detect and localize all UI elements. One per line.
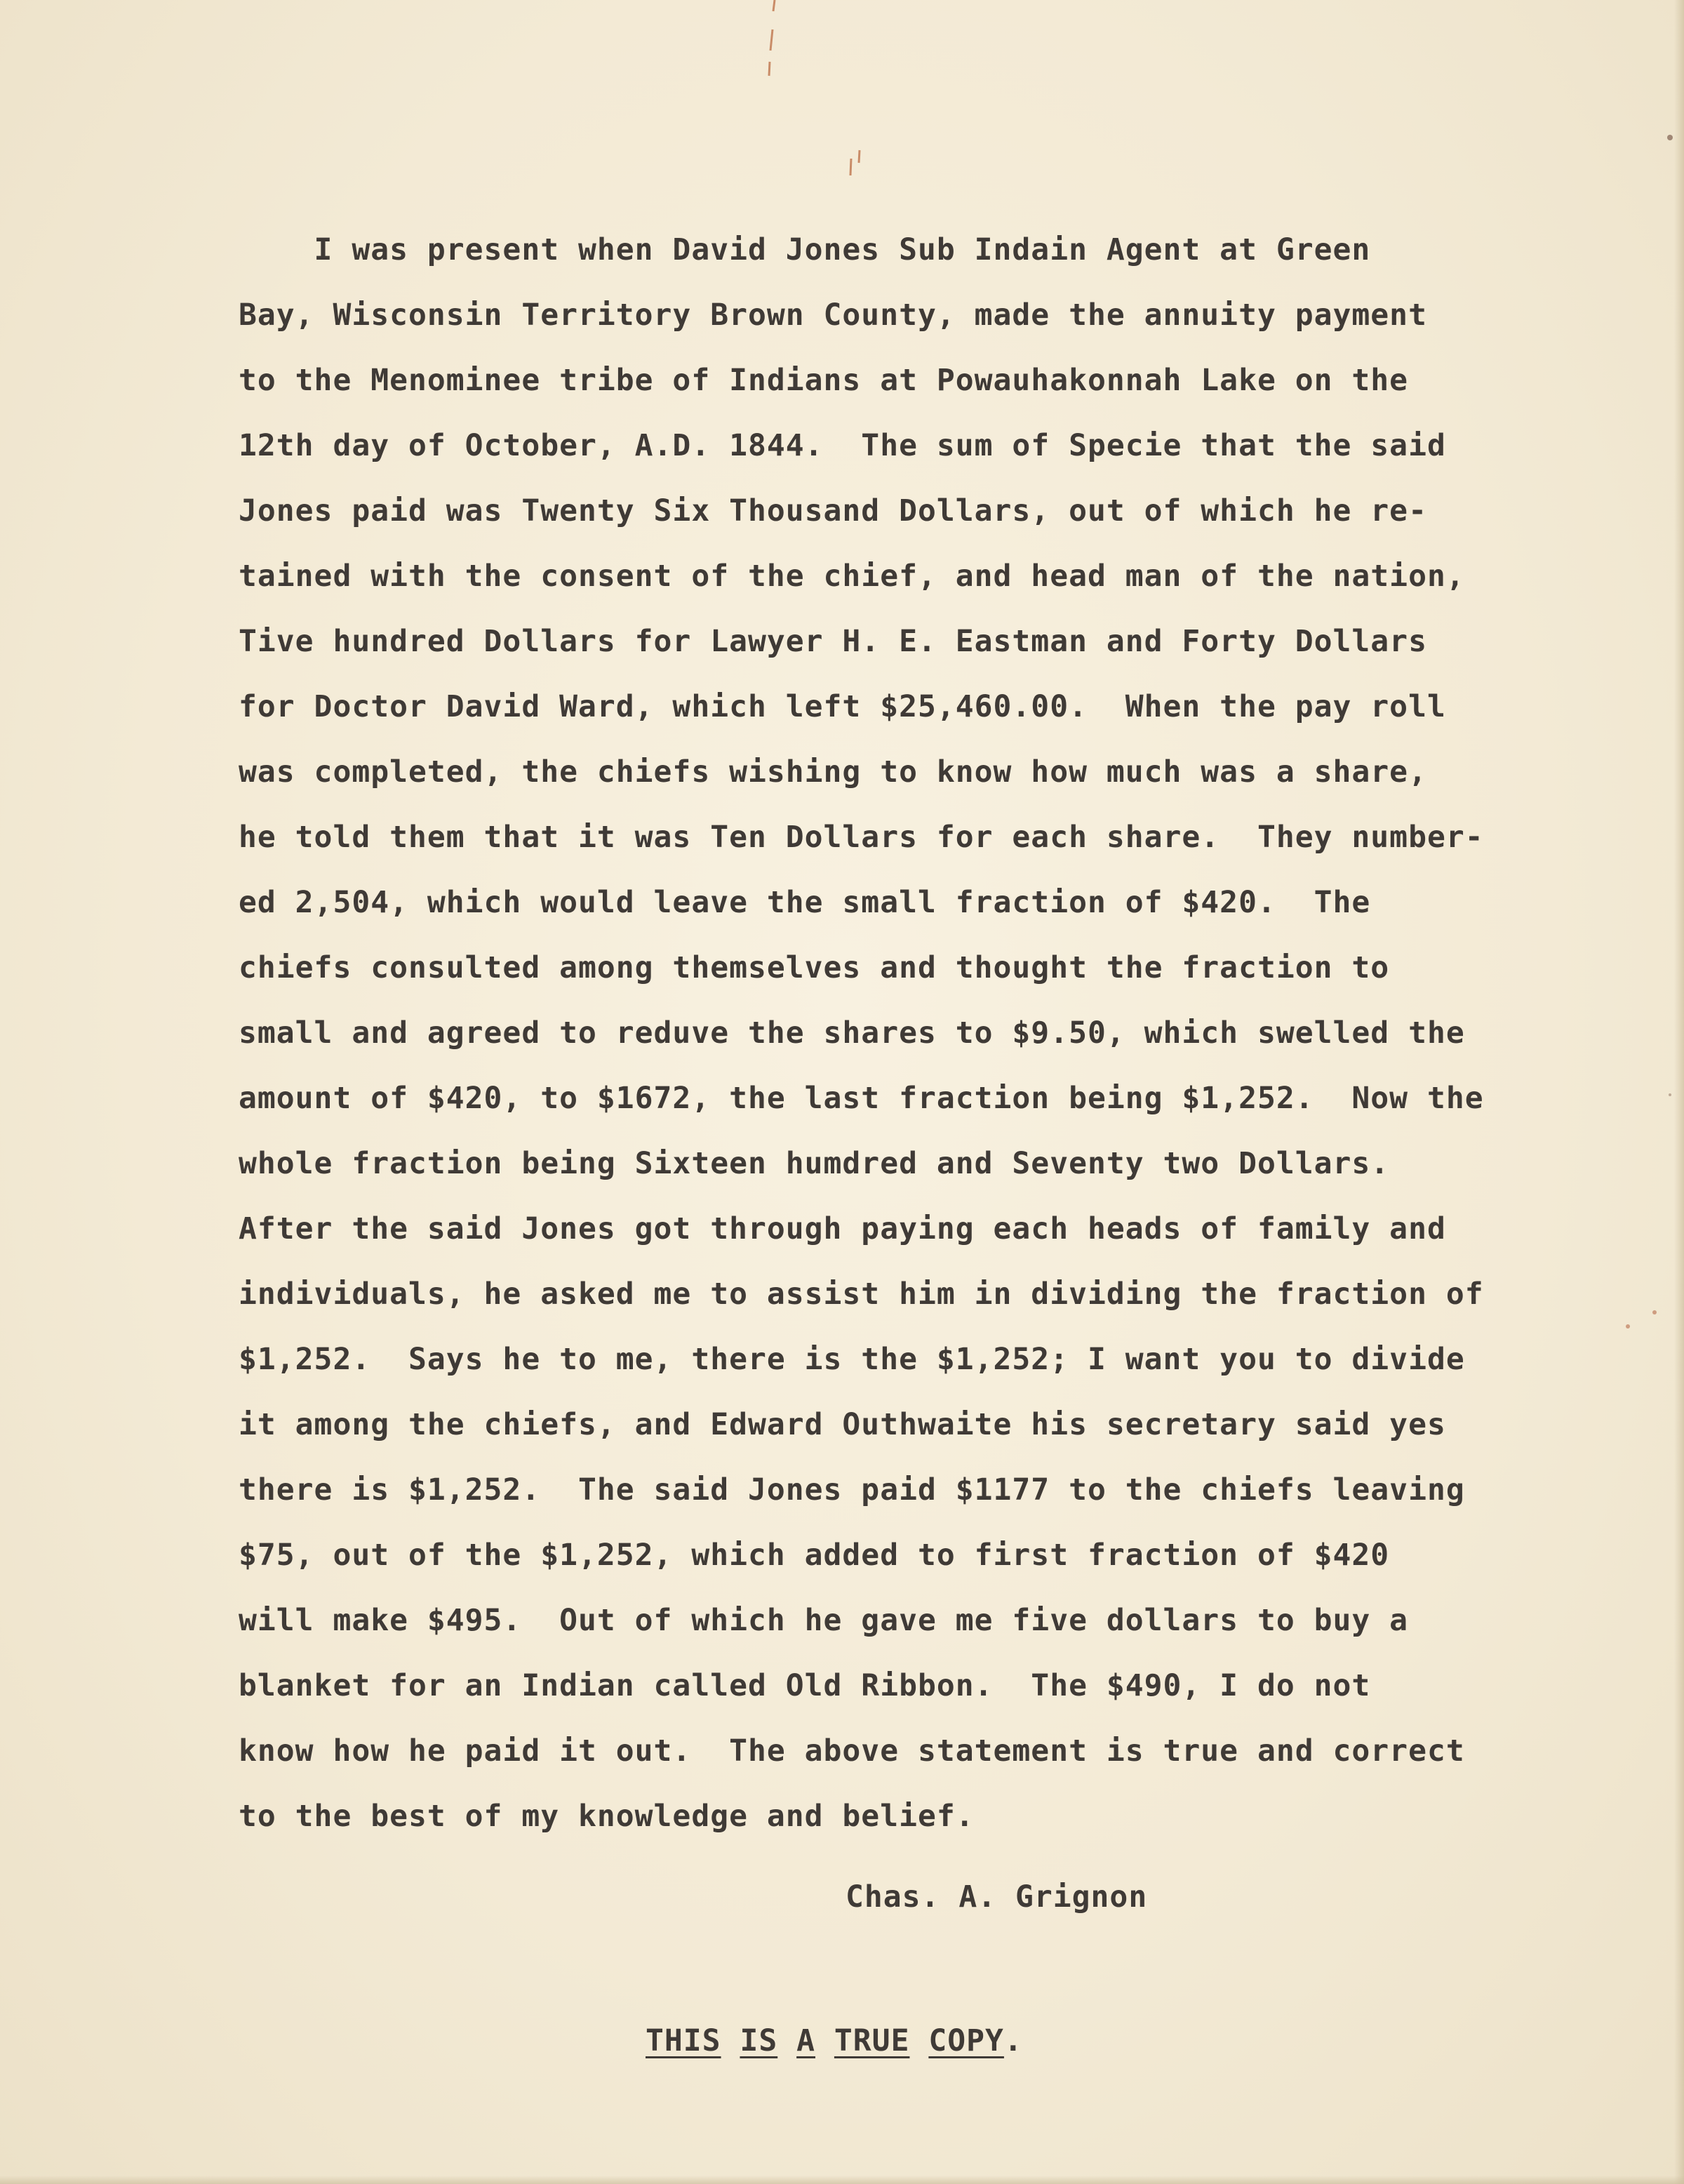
statement-line: blanket for an Indian called Old Ribbon. The $490, I do not (239, 1668, 1371, 1703)
statement-line: for Doctor David Ward, which left $25,460.00. When the pay roll (239, 689, 1446, 724)
ink-speck (1626, 1324, 1630, 1329)
statement-line: tained with the consent of the chief, and head man of the nation, (239, 559, 1465, 594)
certification-word: TRUE (834, 2023, 910, 2058)
ink-speck (1667, 135, 1673, 140)
certification-period: . (1003, 2023, 1023, 2058)
statement-line: was completed, the chiefs wishing to know how much was a share, (239, 754, 1427, 790)
statement-line: 12th day of October, A.D. 1844. The sum of Specie that the said (239, 428, 1446, 463)
statement-body (239, 218, 1586, 1849)
certification-word: THIS (646, 2023, 721, 2058)
statement-line: Bay, Wisconsin Territory Brown County, made the annuity payment (239, 298, 1427, 333)
statement-line: to the Menominee tribe of Indians at Powauhakonnah Lake on the (239, 363, 1409, 398)
true-copy-certification (646, 2023, 1023, 2058)
statement-line: small and agreed to reduve the shares to $9.50, which swelled the (239, 1016, 1465, 1051)
statement-line: it among the chiefs, and Edward Outhwaite his secretary said yes (239, 1407, 1446, 1442)
statement-line: to the best of my knowledge and belief. (239, 1799, 975, 1834)
statement-line: Jones paid was Twenty Six Thousand Dollars, out of which he re- (239, 493, 1427, 528)
statement-line: will make $495. Out of which he gave me five dollars to buy a (239, 1603, 1409, 1638)
statement-line: amount of $420, to $1672, the last fraction being $1,252. Now the (239, 1081, 1484, 1116)
signature-line: Chas. A. Grignon (846, 1879, 1148, 1915)
statement-line: $1,252. Says he to me, there is the $1,252; I want you to divide (239, 1342, 1465, 1377)
statement-line: Tive hundred Dollars for Lawyer H. E. Eastman and Forty Dollars (239, 624, 1427, 659)
ink-specks-top (769, 0, 860, 175)
statement-line: there is $1,252. The said Jones paid $1177 to the chiefs leaving (239, 1472, 1465, 1507)
statement-line: ed 2,504, which would leave the small fraction of $420. The (239, 885, 1371, 920)
certification-word: IS (740, 2023, 778, 2058)
statement-line: I was present when David Jones Sub Indain Agent at Green (239, 232, 1371, 267)
certification-word: A (796, 2023, 816, 2058)
ink-speck (1669, 1093, 1671, 1096)
statement-line: $75, out of the $1,252, which added to first fraction of $420 (239, 1538, 1390, 1573)
statement-line: individuals, he asked me to assist him in dividing the fraction of (239, 1277, 1484, 1312)
statement-line: know how he paid it out. The above statement is true and correct (239, 1733, 1465, 1769)
statement-line: After the said Jones got through paying each heads of family and (239, 1211, 1446, 1246)
statement-line: whole fraction being Sixteen humdred and Seventy two Dollars. (239, 1146, 1390, 1181)
statement-line: he told them that it was Ten Dollars for each share. They number- (239, 820, 1484, 855)
certification-word: COPY (928, 2023, 1004, 2058)
ink-speck (1652, 1310, 1657, 1314)
statement-line: chiefs consulted among themselves and thought the fraction to (239, 950, 1390, 985)
